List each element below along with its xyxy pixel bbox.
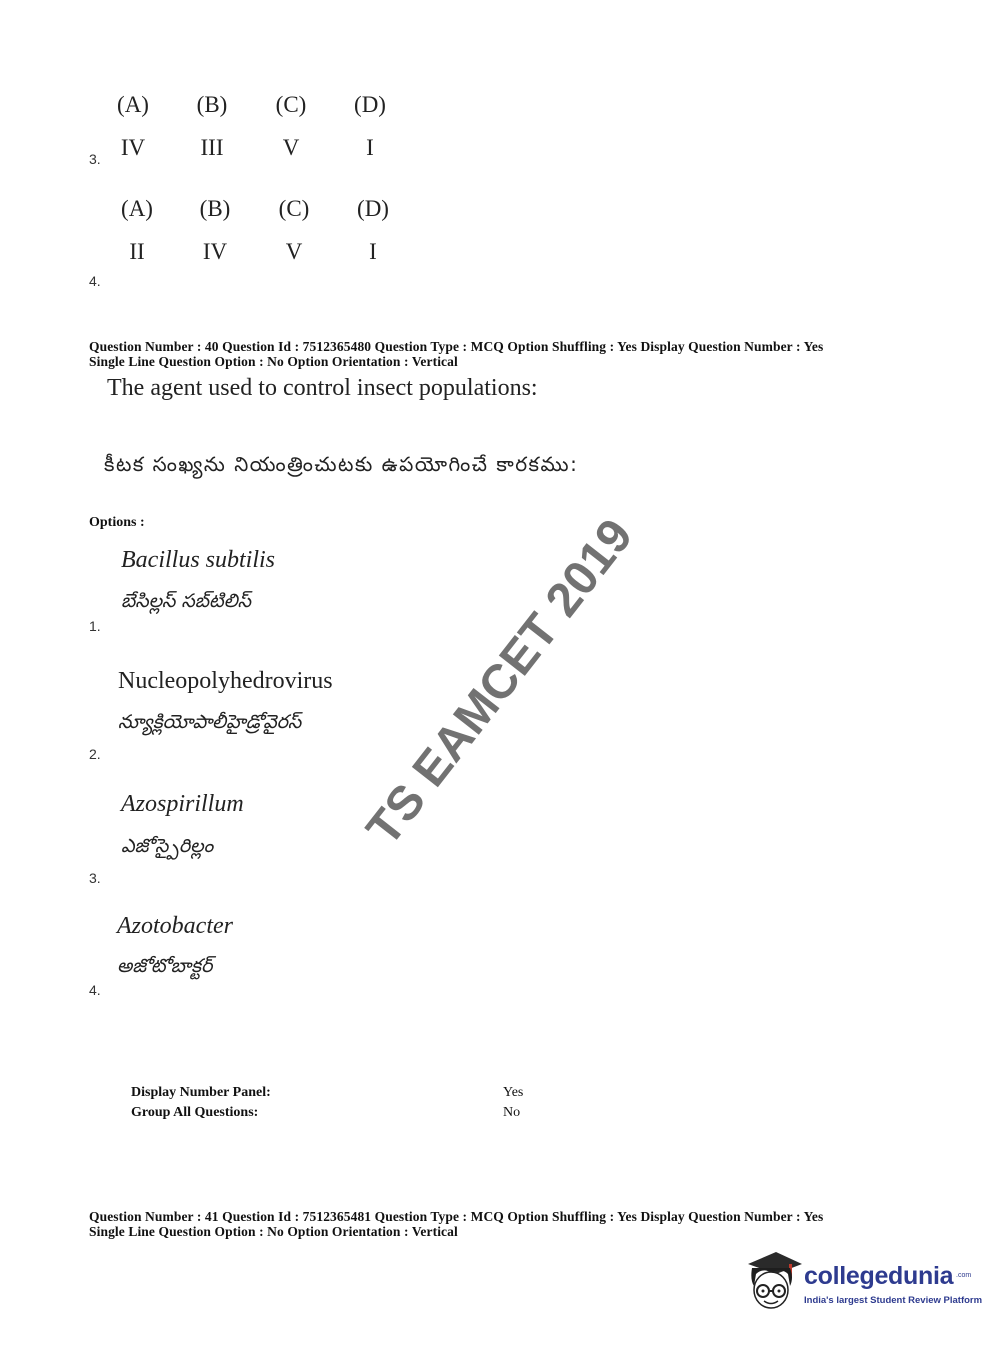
prev-opt4-value-a: II [129, 239, 145, 264]
q40-text-telugu: కీటక సంఖ్యను నియంత్రించుటకు ఉపయోగించే కారకము: [104, 452, 579, 476]
prev-opt3-value-a: IV [120, 135, 146, 160]
prev-opt3-value-d: I [366, 135, 374, 160]
q40-option-1-number: 1. [89, 618, 101, 634]
q40-option-4-number: 4. [89, 982, 101, 998]
q41-meta-line-2: Single Line Question Option : No Option Orientation : Vertical [89, 1224, 458, 1239]
options-label: Options : [89, 515, 145, 530]
q40-option-3-english: Azospirillum [121, 791, 244, 817]
prev-opt3-header-b: (B) [196, 92, 228, 117]
prev-opt3-header-c: (C) [275, 92, 307, 117]
q40-option-3-telugu: ఎజోస్పైరిల్లం [121, 835, 214, 857]
logo-tagline: India's largest Student Review Platform [804, 1295, 983, 1306]
prev-option-3-number: 3. [89, 151, 101, 167]
prev-opt4-header-a: (A) [121, 196, 153, 221]
group-all-questions-value: No [503, 1105, 521, 1120]
watermark-text: TS EAMCET 2019 [356, 509, 644, 856]
prev-opt3-header-a: (A) [117, 92, 149, 117]
q40-option-4-english: Azotobacter [117, 913, 233, 939]
prev-opt4-header-b: (B) [199, 196, 231, 221]
prev-opt4-value-c: V [285, 239, 303, 264]
q40-option-1-english: Bacillus subtilis [121, 547, 276, 573]
prev-opt3-header-d: (D) [354, 92, 386, 117]
prev-opt4-header-d: (D) [357, 196, 389, 221]
q40-option-2-english: Nucleopolyhedrovirus [118, 668, 333, 694]
group-all-questions-label: Group All Questions: [131, 1105, 259, 1120]
q40-option-3-number: 3. [89, 870, 101, 886]
collegedunia-logo [742, 1250, 983, 1315]
q40-text-english: The agent used to control insect populations: [107, 375, 538, 401]
q40-meta-line-1: Question Number : 40 Question Id : 7512365480 Question Type : MCQ Option Shuffling : Yes Display Question Number : Yes [89, 339, 824, 354]
prev-opt4-header-c: (C) [278, 196, 310, 221]
prev-option-4-number: 4. [89, 273, 101, 289]
display-number-panel-label: Display Number Panel: [131, 1085, 271, 1100]
mascot-icon [742, 1250, 804, 1315]
logo-wordmark: collegedunia [804, 1262, 954, 1290]
display-number-panel-value: Yes [503, 1085, 524, 1100]
q40-option-1-telugu: బేసిల్లస్ సబ్‌టిలిస్ [121, 590, 251, 612]
q40-option-4-telugu: అజోటోబాక్టర్ [117, 955, 213, 977]
prev-opt4-value-d: I [369, 239, 377, 264]
q40-option-2-telugu: న్యూక్లియోపాలీహైడ్రోవైరస్ [118, 711, 302, 733]
q40-meta-line-2: Single Line Question Option : No Option Orientation : Vertical [89, 354, 458, 369]
logo-com-suffix: .com [956, 1272, 972, 1279]
prev-opt3-value-b: III [200, 135, 224, 160]
q40-option-2-number: 2. [89, 746, 101, 762]
q41-meta-line-1: Question Number : 41 Question Id : 7512365481 Question Type : MCQ Option Shuffling : Yes Display Question Number : Yes [89, 1209, 824, 1224]
prev-opt3-value-c: V [282, 135, 300, 160]
prev-opt4-value-b: IV [202, 239, 228, 264]
